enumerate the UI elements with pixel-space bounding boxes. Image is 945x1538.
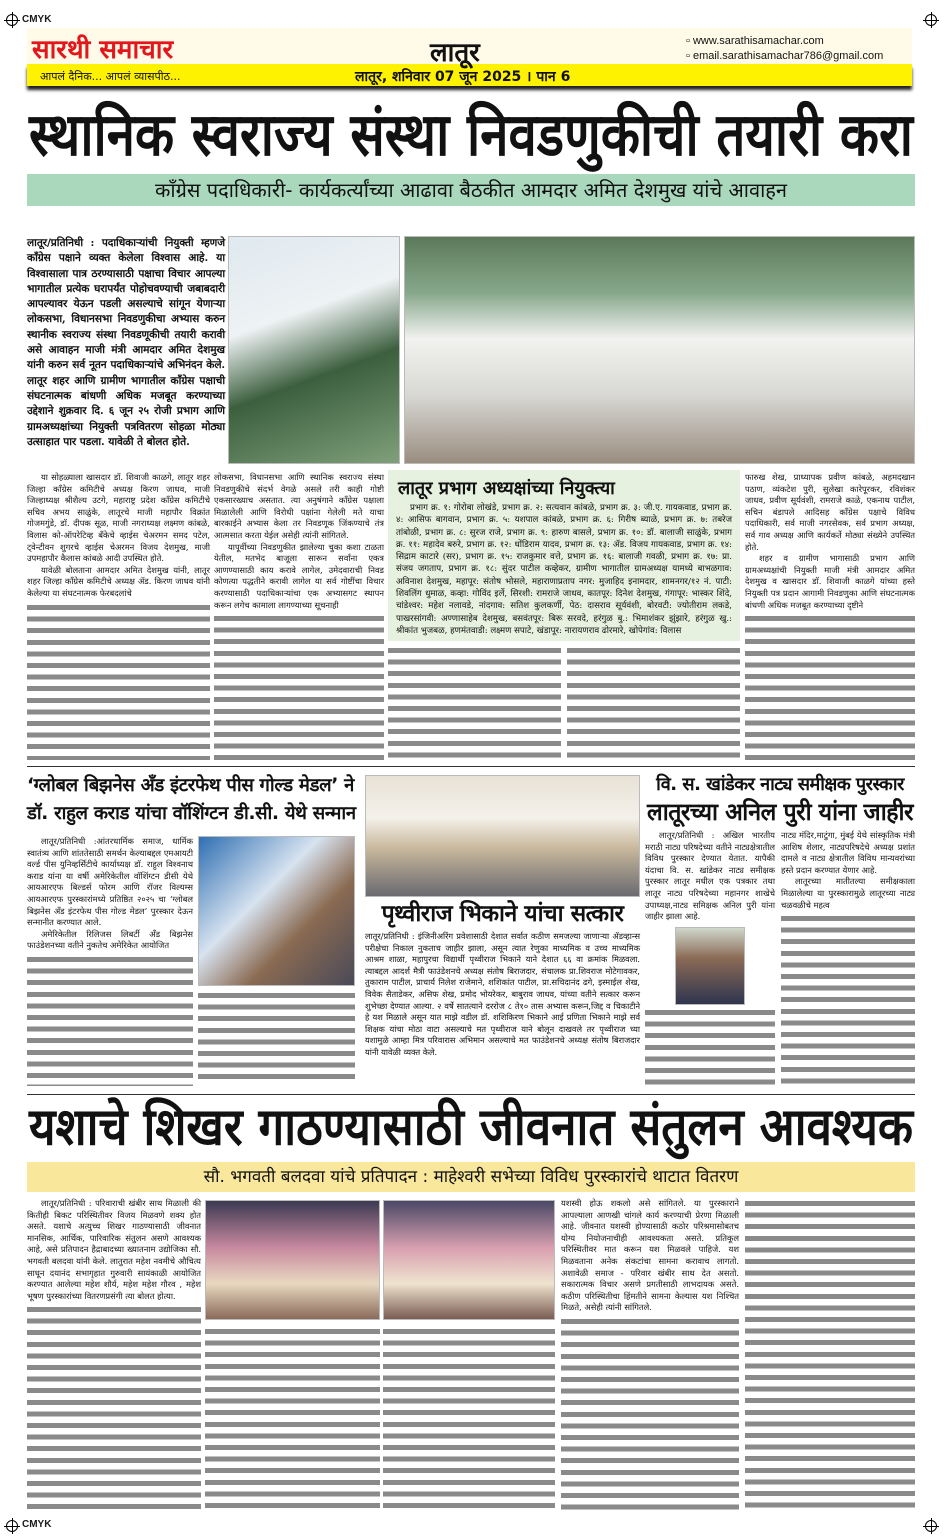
paragraph: यावेळी बोलताना आमदार अमित देशमुख यांनी, लातूर शहर जिल्हा काँग्रेस कमिटीचे अध्यक्ष ॲड. किरण जाधव यांनी केलेल्या या संघटनात्मक फेरबदलांचे: [27, 564, 210, 598]
story5-subhead: सौ. भगवती बलदवा यांचे प्रतिपादन : माहेश्वरी सभेच्या विविध पुरस्कारांचे थाटात वितरण: [203, 1167, 739, 1187]
photo-anil-puri: [675, 927, 745, 1005]
text-continuation: [214, 613, 384, 760]
story2-text: [27, 836, 193, 1086]
story4-left-col: [645, 830, 775, 1086]
text-continuation: [27, 1304, 201, 1514]
divider: [27, 1094, 915, 1095]
paragraph: लातूर/प्रतिनिधी :आंतरधार्मिक समाज, धार्मिक स्वातंत्र्य आणि शांततेसाठी समर्थन केल्याबद्दल एमआयटी वर्ल्ड पीस युनिव्हर्सिटीचे कार्याध्यक्ष डॉ. राहुल विश्वनाथ कराड यांना या वर्षी अमेरिकेतील वॉशिंग्टन डीसी येथे आयआरएफ बिल्डर्स फोरम आणि रॉजर विल्यम्स आयआरएफ पुरस्कारांमध्ये प्रतिष्ठित २०२५ चा ‘ग्लोबल बिझनेस अँड इंटरफेथ पीस गोल्ड मेडल’ पुरस्कार देऊन सन्मानीत करण्यात आले.: [27, 836, 193, 928]
email-link[interactable]: email.sarathisamachar786@gmail.com: [692, 50, 884, 62]
paragraph: या सोहळ्याला खासदार डॉ. शिवाजी काळगे, लातूर शहर जिल्हा काँग्रेस कमिटीचे अध्यक्ष किरण जाधव, माजी जिल्हाध्यक्ष श्रीशैल्य उटगे, महाराष्ट्र प्रदेश काँग्रेस कमिटीचे सचिव अभय साळुंके, लातूरचे माजी महापौर विक्रांत गोजमगुंडे, डॉ. दीपक सूळ, माजी नगराध्यक्ष लक्ष्मण कांबळे, विलास को-ऑपरेटिव्ह बँकेचे व्हाईस चेअरमन समद पटेल, ट्वेन्टीवन शुगरचे व्हाईस चेअरमन विजय देशमुख, माजी उपमहापौर कैलास कांबळे आदी उपस्थित होते.: [27, 472, 210, 564]
story4-text-continuation: [645, 1007, 775, 1086]
main-subhead-band: [27, 174, 915, 206]
story5-headline: यशाचे शिखर गाठण्यासाठी जीवनात संतुलन आवश्यक: [29, 1096, 913, 1158]
story3-headline: पृथ्वीराज भिकाने यांचा सत्कार: [381, 901, 624, 927]
main-subhead: काँग्रेस पदाधिकारी- कार्यकर्त्यांच्या आढावा बैठकीत आमदार अमित देशमुख यांचे आवाहन: [155, 178, 787, 202]
edition-city: लातूर: [430, 38, 480, 68]
cmyk-marker: CMYK: [22, 14, 52, 25]
story1-col3b: [567, 645, 740, 760]
story2-text-continuation: [27, 954, 193, 1086]
contact-info: ▫ www.sarathisamachar.com ▫ email.sarathisamachar786@gmail.com: [686, 35, 884, 62]
story4-text-continuation: [781, 913, 915, 1086]
main-headline: स्थानिक स्वराज्य संस्था निवडणुकीची तयारी करा: [29, 101, 913, 170]
photo-pruthviraj-felicitation: [365, 775, 640, 897]
story1-intro: लातूर/प्रतिनिधी : पदाधिकाऱ्यांची नियुक्ती म्हणजे काँग्रेस पक्षाने व्यक्त केलेला विश्वास आहे. या विश्वासाला पात्र ठरण्यासाठी पक्षाचा विचार आपल्या भागातील प्रत्येक घरापर्यंत पोहोचवण्याची जबाबदारी आपल्यावर येऊन पडली असल्याचे सांगून येणाऱ्या लोकसभा, विधानसभा निवडणुकीचा अभ्यास करुन स्थानीक स्वराज्य संस्था निवडणूकीची तयारी करावी असे आवाहन माजी मंत्री आमदार अमित देशमुख यांनी करुन सर्व नूतन पदाधिकाऱ्यांचे अभिनंदन केले. लातूर शहर आणि ग्रामीण भागातील काँग्रेस पक्षाची संघटनात्मक बांधणी अधिक मजबूत करण्याच्या उद्देशाने शुक्रवार दि. ६ जून २५ रोजी प्रभाग आणि ग्रामअध्यक्षांच्या नियुक्ती पत्रवितरण सोहळा मोठ्या उत्साहात पार पडला. यावेळी ते बोलत होते.: [27, 237, 225, 448]
story5-col3: [383, 1326, 555, 1514]
story1-col3: [388, 645, 740, 760]
photo-appointment-ceremony: [404, 236, 915, 464]
paragraph: यापूर्वीच्या निवडणुकीत झालेल्या चुका कशा टाळता येतील, मतभेद बाजूला सारून सर्वांना एकत्र आणण्यासाठी काय करावे लागेल, उमेदवाराची निवड कोणत्या पद्धतीने करावी लागेल या सर्व गोष्टींचा विचार करण्यासाठी पदाधिकाऱ्यांचा एक अभ्यासगट स्थापन करून लगेच कामाला लागण्याच्या सूचनाही: [214, 541, 384, 610]
text-continuation: [745, 613, 915, 760]
paragraph: लातूर/प्रतिनिधी : परिवाराची खंबीर साथ मिळाली की कितीही बिकट परिस्थितीवर विजय मिळवणे शक्य होत असते. यशाचे अत्युच्च शिखर गाठण्यासाठी जीवनात मानसिक, आर्थिक, पारिवारिक संतुलन असणे आवश्यक आहे, असे प्रतिपादन हैद्राबादच्या ख्यातनाम उद्योजिका सौ. भगवती बलदवा यांनी केले. लातुरात महेश नवमीचे औचित्य साधून दयानंद सभागृहात गुरुवारी सायंकाळी आयोजित करण्यात आलेल्या महेश शौर्य, महेश महेश गौरव , महेश भूषण पुरस्कारांच्या वितरणप्रसंगी त्या बोलत होत्या.: [27, 1198, 201, 1301]
story4-text: लातूर/प्रतिनिधी : अखिल भारतीय मराठी नाट्य परिषदेच्या वतीने नाट्यक्षेत्रातील विविध पुरस्कार देण्यात येतात. यापैकी यंदाचा वि. स. खांडेकर नाट्य समीक्षक पुरस्कार लातूर मधील एक पत्रकार तथा लातूर नाट्य परिषदेच्या महानगर शाखेचे उपाध्यक्ष,नाट्य समिक्षक अनिल पुरी यांना जाहीर झाला आहे.: [645, 830, 775, 922]
story5-subhead-band: [27, 1162, 915, 1192]
paragraph: नाट्य मंदिर,माटुंगा, मुंबई येथे सांस्कृतिक मंत्री आशिष शेलार, नाट्यपरिषदेचे अध्यक्ष प्रशांत दामले व नाट्य क्षेत्रातील विविध मान्यवरांच्या हस्ते प्रदान करण्यात येणार आहे.: [781, 830, 915, 875]
registration-mark: [925, 1520, 937, 1532]
paragraph: लोकसभा, विधानसभा आणि स्थानिक स्वराज्य संस्था निवडणुकीचे संदर्भ वेगळे असले तरी काही गोष्टी एकसारख्याच असतात. त्या अनुषंगाने काँग्रेस पक्षाला मिळालेली आणि विरोधी पक्षांना गेलेली मते याचा बारकाईने अभ्यास केला तर निवडणूक जिंकण्याचे तंत्र आत्मसात करता येईल असेही त्यांनी सांगितले.: [214, 472, 384, 540]
story5-col1: [27, 1198, 201, 1514]
paragraph: शहर व ग्रामीण भागासाठी प्रभाग आणि ग्रामअध्यक्षांची नियुक्ती माजी मंत्री आमदार अमित देशमुख व खासदार डॉ. शिवाजी काळगे यांच्या हस्ते नियुक्ती पत्र प्रदान आगामी निवडणुका आणि संघटनात्मक बांधणी अधिक मजबूत करण्याच्या दृष्टीने: [745, 553, 915, 610]
story4-right-col: [781, 830, 915, 1086]
dateline: लातूर, शनिवार 07 जून 2025 । पान 6: [355, 69, 571, 85]
story1-col3a: [388, 645, 561, 760]
story1-col1: [27, 472, 210, 760]
text-continuation: [561, 1316, 739, 1514]
tagline: आपलं दैनिक... आपलं व्यासपीठ...: [40, 70, 181, 83]
registration-mark: [925, 14, 937, 26]
story2-headline: ‘ग्लोबल बिझनेस अँड इंटरफेथ पीस गोल्ड मेडल’ ने डॉ. राहुल कराड यांचा वॉशिंग्टन डी.सी. येथे सन्मान: [27, 775, 356, 824]
photo-rahul-karad-award: [198, 836, 355, 986]
paragraph: फारुख शेख, प्राध्यापक प्रवीण कांबळे, अहमदखान पठाण, व्यंकटेश पुरी, सुलेखा कारेपूरकर, रविशंकर जाधव, प्रवीण सूर्यवंशी, रामराजे काळे, एकनाथ पाटील, सचिन बंडापले आदिसह काँग्रेस पक्षाचे विविध पदाधिकारी, सर्व माजी नगरसेवक, सर्व प्रभाग अध्यक्ष, सर्व गाव अध्यक्ष आणि कार्यकर्ते मोठ्या संख्येने उपस्थित होते.: [745, 472, 915, 552]
story5-col2: [205, 1326, 380, 1514]
box-text: प्रभाग क्र. १: गोरोबा लोखंडे, प्रभाग क्र. २: सत्यवान कांबळे, प्रभाग क्र. ३: जी.ए. गायकवाड, प्रभाग क्र. ४: आसिफ बागवान, प्रभाग क्र. ५: यशपाल कांबळे, प्रभाग क्र. ६: गिरीष ब्याळे, प्रभाग क्र. ७: तबरेज तांबोळी, प्रभाग क्र. ८: सुरज राजे, प्रभाग क्र. ९: हारुण बासले, प्रभाग क्र. १०: डॉ. बालाजी साळुंके, प्रभाग क्र. ११: महादेव बरुरे, प्रभाग क्र. १२: धोंडिराम यादव, प्रभाग क्र. १३: ॲड. विजय गायकवाड, प्रभाग क्र. १४: सिद्राम काटारे (सर), प्रभाग क्र. १५: राजकुमार वत्ते, प्रभाग क्र. १६: बालाजी गवळी, प्रभाग क्र. १७: प्रा. संजय जगताप, प्रभाग क्र. १८: सुंदर पाटील कव्हेकर, ग्रामीण भागातील ग्रामअध्यक्ष यामध्ये बाभळगाव: अविनाश देशमुख, महापूर: संतोष भोसले, महाराणाप्रताप नगर: मुजाहिद इनामदार, शामनगर/१२ नं. पाटी: शिवलिंग धुमाळ, कव्हा: गोविंद इर्ले, सिरशी: रामराजे जाधव, कातपूर: दिनेश देशमुख, गंगापूर: भास्कर शिंदे, चांडेश्वर: महेश नलावडे, नांदगाव: सतिश कुलकर्णी, पेठ: दासराव सूर्यवंशी, बोरवटी: ज्योतीराम लकडे, पाखरसांगवी: अण्णासाहेब देशमुख, बसवंतपूर: बिरू सरवदे, हरंगुळ बु.: भिमाशंकर झुंझारे, हरंगुळ खु.: श्रीकांत भुजबळ, हणमंतवाडी: लक्ष्मण सपाटे, खंडापूर: नारायणराव ढोरमारे, खोपेगांव: विलास: [396, 503, 732, 636]
paragraph: यशस्वी होऊ शकलो असे सांगितले. या पुरस्काराने आपल्याला आणखी चांगले कार्य करण्याची प्रेरणा मिळाली आहे. जीवनात यशस्वी होण्यासाठी कठोर परिश्रमासोबतच योग्य नियोजनाचीही आवश्यकता असते. प्रतिकूल परिस्थितीवर मात करून यश मिळवले पाहिजे. यश मिळवताना अनेक संकटांचा सामना करावाच लागतो. अशावेळी समाज - परिवार खंबीर साथ देत असतो. सकारात्मक विचार असणे प्रगतीसाठी लाभदायक असते. कठीण परिस्थितीचा हिंमतीने सामना केल्यास यश निश्चित मिळते, असेही त्यांनी सांगितले.: [561, 1198, 739, 1313]
website-link[interactable]: www.sarathisamachar.com: [692, 35, 824, 47]
story4-headline: लातूरच्या अनिल पुरी यांना जाहीर: [647, 798, 913, 826]
paragraph: अमेरिकेतील रिलिजस लिबर्टी अँड बिझनेस फाउंडेशनच्या वतीने नुकतेच अमेरिकेत आयोजित: [27, 928, 193, 951]
newspaper-logo: सारथी समाचार: [32, 35, 174, 65]
story5-col4: [561, 1198, 739, 1514]
story2-text-continuation: [198, 990, 355, 1086]
registration-mark: [6, 1520, 18, 1532]
text-continuation: [27, 602, 210, 760]
story4-kicker: वि. स. खांडेकर नाट्य समीक्षक पुरस्कार: [656, 774, 904, 795]
divider: [27, 766, 915, 767]
story1-col4: [745, 472, 915, 760]
paragraph: लातूरच्या मातीतल्या समीक्षकाला मिळालेल्या या पुरस्कारामुळे लातूरच्या नाट्य चळवळीचे महत्व: [781, 876, 915, 910]
story5-col5: [745, 1198, 915, 1514]
appointments-box: [388, 470, 740, 641]
story3-text: लातूर/प्रतिनिधी : इंजिनीअरिंग प्रवेशासाठी देशात सर्वात कठीण समजल्या जाणाऱ्या ॲडव्हान्स परीक्षेचा निकाल नुकताच जाहीर झाला, असून त्यात रेणुका माध्यमिक व उच्च माध्यमिक आश्रम शाळा, महापुरचा विद्यार्थी पृथ्वीराज भिकाने याने देशात ६६ वा क्रमांक मिळवला. त्याबद्दल आदर्श मैत्री फाउंडेशनचे अध्यक्ष संतोष बिराजदार, संचालक प्रा.शिवराज मोटेगावकर, तुकाराम पाटील, प्राचार्य निलेश राजेमाने, शशिकांत पाटील, प्रा.सचिदानंद ढगे, इस्माईल शेख, विवेक सैताडेकर, असिफ शेख, प्रमोद भोयरेकर, बाबुराव जाधव, यांच्या वतीने सत्कार करून शुभेच्छा देण्यात आल्या. २ वर्षे सातत्याने दररोज ८ ते१० तास अभ्यास करून,जिद्द व चिकाटीने हे यश मिळाले असून यात माझे वडील डॉ. शशिकिरण भिकाने आई प्रणिता भिकाने माझे सर्व शिक्षक यांचा मोठा वाटा असल्याचे मत पृथ्वीराज याने बोलून दाखवले तर पृथ्वीराज च्या यशामुळे आम्हा मित्र परिवारास अभिमान असल्याचे मत फाउंडेशनचे अध्यक्ष संतोष बिराजदार यांनी यावेळी व्यक्त केले.: [365, 931, 640, 1057]
appointments-area: [388, 470, 740, 760]
photo-award-ceremony-1: [205, 1200, 380, 1320]
box-title: लातूर प्रभाग अध्यक्षांच्या नियुक्त्या: [398, 478, 615, 499]
registration-mark: [6, 14, 18, 26]
photo-amit-deshmukh-speech: [228, 236, 400, 464]
cmyk-marker: CMYK: [22, 1519, 52, 1530]
story1-col2: [214, 472, 384, 760]
photo-award-ceremony-2: [383, 1200, 555, 1320]
